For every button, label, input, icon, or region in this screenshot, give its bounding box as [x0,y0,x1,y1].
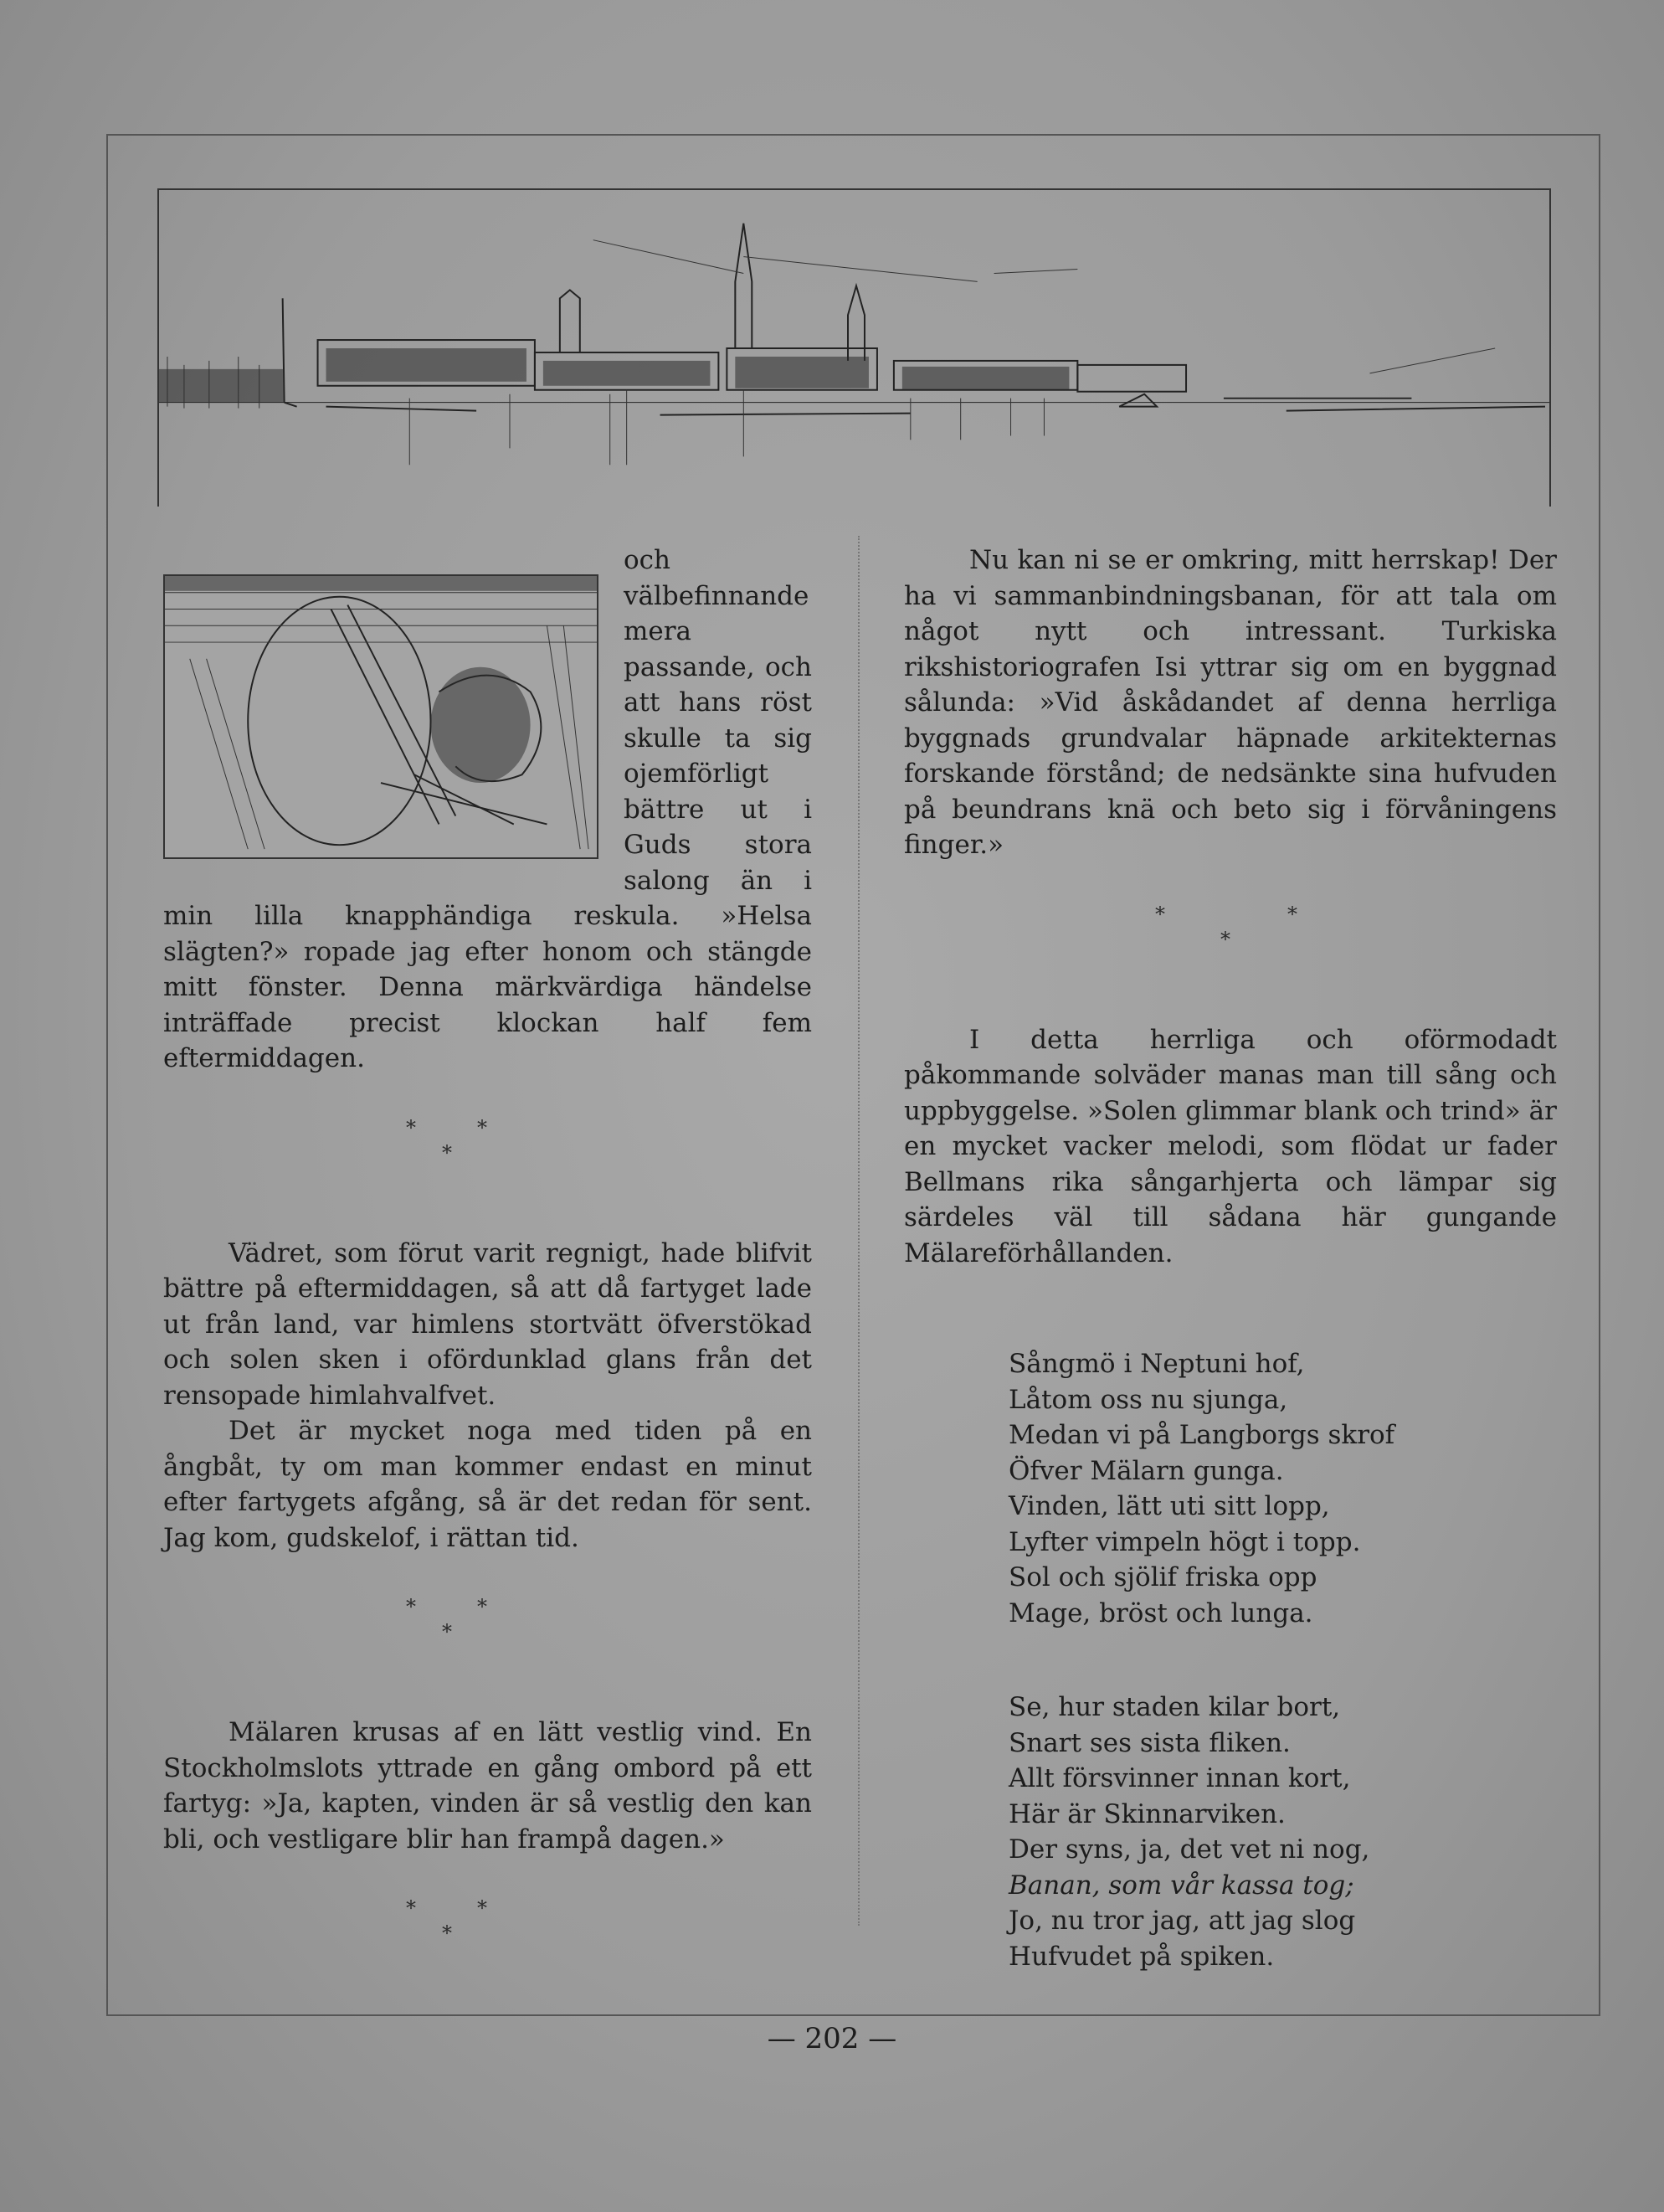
separator-star: * [406,1896,416,1920]
spacer [904,1271,1557,1346]
poem-line: Se, hur staden kilar bort, [1009,1692,1341,1722]
separator-star: * [1155,902,1165,926]
page-number: — 202 — [767,2022,897,2055]
left-column [163,543,812,2016]
poem-stanza-1 [1009,1346,1557,1631]
poem-line: Låtom oss nu sjunga, [1009,1384,1288,1415]
left-paragraph-3: Det är mycket noga med tiden på en ångbåt, ty om man kommer endast en minut efter fartygets afgång, så är det redan för sent. Jag kom, gudskelof, i rättan tid. [163,1416,812,1553]
stockholm-skyline-illustration [157,188,1551,507]
section-separator-3 [163,1890,812,1966]
left-paragraph-2: Vädret, som förut varit regnigt, hade blifvit bättre på eftermiddagen, så att då fartyget lade ut från land, var himlens stortvätt öfverstökad och solen sken i ofördunklad glans från det rensopade himlahvalfvet. [163,1237,812,1411]
right-column [904,543,1557,1974]
poem-line: Lyfter vimpeln högt i topp. [1009,1526,1361,1557]
separator-star: * [406,1595,416,1618]
separator-star: * [442,1140,452,1165]
separator-star: * [477,1896,487,1920]
poem-line: Banan, som vår kassa tog; [1009,1870,1354,1901]
window-illustration [163,574,598,859]
poem-line: Hufvudet på spiken. [1009,1941,1275,1972]
poem-stanza-2 [1009,1690,1557,1974]
separator-star: * [477,1115,487,1139]
poem-line: Öfver Mälarn gunga. [1009,1455,1284,1486]
left-paragraph-1: och välbefinnande mera passande, och att hans röst skulle ta sig ojemförligt bättre ut i Guds stora salong än i min lilla knapphändiga reskula. »Helsa slägten?» ropade jag efter honom och stängde mitt fönster. Denna märkvärdiga händelse inträffade precist klockan half fem eftermiddagen. [163,545,812,1073]
right-paragraph-2: I detta herrliga och oförmodadt påkommande solväder manas man till sång och uppbyggelse. »Solen glimmar blank och trind» är en mycket vacker melodi, som flödat ur fader Bellmans rika sångarhjerta och lämpar sig särdeles väl till sådana här gungande Mälareförhållanden. [904,1024,1557,1268]
poem-line: Allt försvinner innan kort, [1009,1763,1351,1793]
section-separator-1 [163,1110,812,1186]
poem-line: Medan vi på Langborgs skrof [1009,1420,1395,1450]
poem-line: Der syns, ja, det vet ni nog, [1009,1834,1370,1865]
separator-star: * [406,1115,416,1139]
poem-line: Vinden, lätt uti sitt lopp, [1009,1491,1330,1521]
poem-line: Här är Skinnarviken. [1009,1798,1286,1829]
poem-line: Jo, nu tror jag, att jag slog [1009,1906,1356,1936]
poem-line: Snart ses sista fliken. [1009,1727,1291,1758]
poem-line: Sol och sjölif friska opp [1009,1562,1317,1592]
section-separator-2 [163,1589,812,1664]
separator-star: * [1220,927,1230,951]
separator-star: * [442,1620,452,1644]
section-separator-4 [904,897,1557,972]
separator-star: * [442,1921,452,1945]
left-paragraph-4: Mälaren krusas af en lätt vestlig vind. En Stockholmslots yttrade en gång ombord på ett fartyg: »Ja, kapten, vinden är så vestlig den kan bli, och vestligare blir han frampå dagen.» [163,1717,812,1854]
right-paragraph-1: Nu kan ni se er omkring, mitt herrskap! Der ha vi sammanbindningsbanan, för att tala om något nytt och intressant. Turkiska rikshistoriografen Isi yttrar sig om en byggnad sålunda: »Vid åskådandet af denna herrliga byggnads grundvalar häpnade arkitekternas forskande förstånd; de nedsänkte sina hufvuden på beundrans knä och beto sig i förvåningens finger.» [904,545,1557,860]
separator-star: * [477,1595,487,1618]
poem-line: Sångmö i Neptuni hof, [1009,1349,1305,1379]
spacer [904,1631,1557,1690]
separator-star: * [1287,902,1297,926]
column-divider [858,536,860,1926]
poem-line: Mage, bröst och lunga. [1009,1597,1313,1628]
